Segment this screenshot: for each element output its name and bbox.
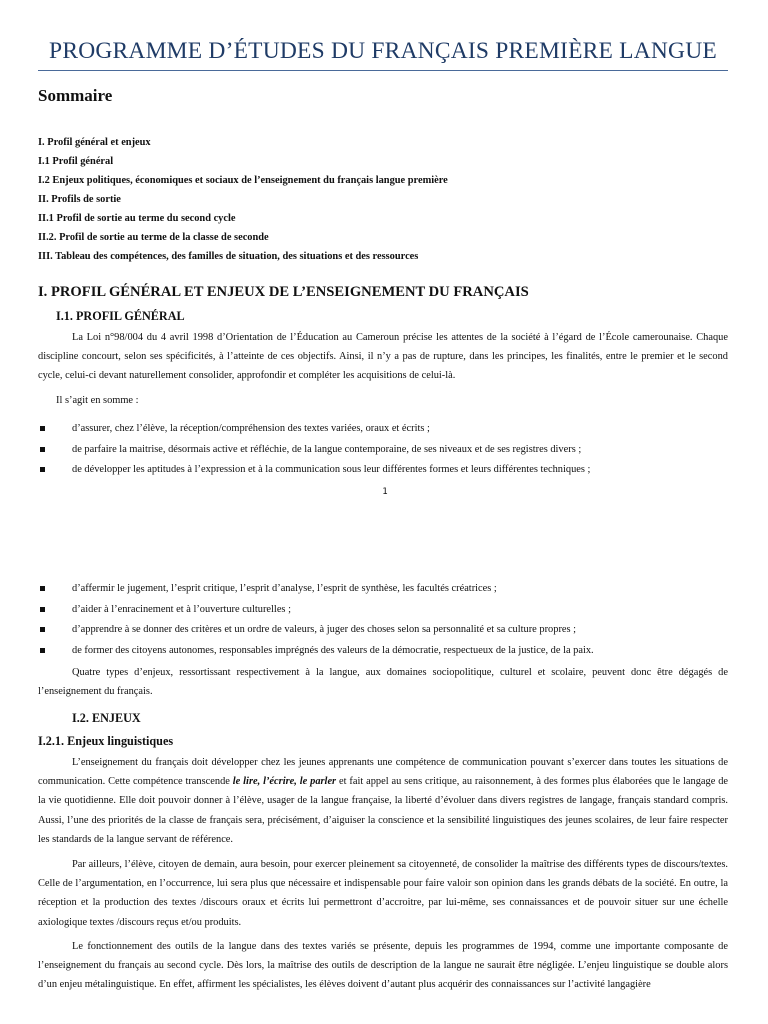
paragraph: [38, 937, 728, 995]
paragraph: [38, 855, 728, 932]
list-item: [38, 623, 738, 644]
bullet-list: [38, 422, 738, 484]
page-number: 1: [382, 487, 388, 497]
toc-entry[interactable]: II. Profils de sortie: [38, 194, 121, 205]
list-item: [38, 443, 738, 464]
paragraph-text: et fait appel au sens critique, au raisonnement, à des formes plus élaborées que le langage de la vie quotidienne. Elle doit pouvoir donner à l’élève, usager de la langue française, la liberté d’évoluer dans divers registres de langage, français standard compris. Aussi, l’une des priorités de la classe de français sera, précisément, d’aiguiser la conscience et la sensibilité linguistiques des jeunes scolaires, de leur faire respecter les standards de la langue servant de référence.: [38, 776, 729, 845]
toc-entry[interactable]: II.1 Profil de sortie au terme du second cycle: [38, 213, 236, 224]
list-item: [38, 422, 738, 443]
emphasis-text: le lire, l’écrire, le parler: [232, 776, 337, 788]
paragraph-text: La Loi n°98/004 du 4 avril 1998 d’Orientation de l’Éducation au Cameroun précise les attentes de la société à l’égard de l’École camerounaise. Chaque discipline concourt, selon ses spécificités, à l’atteinte de ces objectifs. Ainsi, il n’y a pas de rupture, dans les principes, les finalités, entre le premier et le second cycle, celui-ci devant naturellement consolider, approfondir et compléter les acquisitions de celui-là.: [38, 332, 728, 382]
list-item: [38, 644, 738, 665]
subsubsection-heading: I.2.1. Enjeux linguistiques: [38, 734, 174, 748]
list-item: [38, 582, 738, 603]
list-item: [38, 463, 738, 484]
bullet-icon: [40, 426, 45, 431]
paragraph-text: Quatre types d’enjeux, ressortissant respectivement à la langue, aux domaines sociopolitique, culturel et scolaire, peuvent donc être dégagés de l’enseignement du français.: [38, 667, 728, 698]
list-item-text: d’assurer, chez l’élève, la réception/compréhension des textes variées, oraux et écrits ;: [72, 423, 430, 434]
bullet-icon: [40, 648, 45, 653]
subsection-heading: I.1. PROFIL GÉNÉRAL: [56, 309, 185, 323]
toc-entry[interactable]: I.2 Enjeux politiques, économiques et sociaux de l’enseignement du français langue première: [38, 175, 448, 186]
bullet-list: [38, 582, 738, 664]
table-of-contents: [38, 136, 728, 269]
bullet-icon: [40, 627, 45, 632]
toc-entry[interactable]: II.2. Profil de sortie au terme de la classe de seconde: [38, 232, 269, 243]
paragraph-text: L’enseignement du français doit développer chez les jeunes apprenants une compétence de communication pouvant s’exercer dans toutes les situations de communication. Cette compétence transcende: [38, 757, 728, 788]
section-heading: I. PROFIL GÉNÉRAL ET ENJEUX DE L’ENSEIGNEMENT DU FRANÇAIS: [38, 284, 529, 300]
paragraph: [38, 663, 728, 701]
paragraph-text: Le fonctionnement des outils de la langue dans des textes variés se présente, depuis les programmes de 1994, comme une importante composante de l’enseignement du français au second cycle. Dès lors, la maîtrise des outils de description de la langue ne saurait être négligée. L’enjeu linguistique se double alors d’un enjeu métalinguistique. En effet, affirment les spécialistes, les élèves doivent d’autant plus acquérir des connaissances sur l’activité langagière: [38, 941, 728, 991]
list-item-text: d’aider à l’enracinement et à l’ouverture culturelles ;: [72, 603, 291, 615]
list-item-text: de parfaire la maitrise, désormais active et réfléchie, de la langue contemporaine, de ses niveaux et de ses registres divers ;: [72, 443, 582, 455]
list-item-text: de former des citoyens autonomes, responsables imprégnés des valeurs de la démocratie, respectueux de la justice, de la paix.: [72, 644, 594, 656]
document-title: PROGRAMME D’ÉTUDES DU FRANÇAIS PREMIÈRE LANGUE: [49, 38, 717, 64]
list-item-text: d’apprendre à se donner des critères et un ordre de valeurs, à juger des choses selon sa personnalité et sa culture propres ;: [72, 624, 577, 635]
paragraph: [38, 328, 728, 386]
paragraph-text: Par ailleurs, l’élève, citoyen de demain, aura besoin, pour exercer pleinement sa citoyenneté, de consolider la maîtrise des différents types de discours/textes. Celle de l’argumentation, en l’occurrence, lui sera plus que nécessaire et indispensable pour faire valoir son opinion dans les grands débats de la société. En outre, la réception et la production des textes /discours oraux et écrits lui permettront d’accroitre, par lui-même, ses connaissances et de pouvoir situer sur une échelle axiologique textes /discours reçus et/ou produits.: [38, 859, 728, 928]
list-item: [38, 603, 738, 624]
toc-entry[interactable]: I.1 Profil général: [38, 156, 114, 167]
sommaire-heading: Sommaire: [38, 86, 113, 105]
subsection-heading: I.2. ENJEUX: [72, 711, 141, 725]
paragraph-intro: Il s’agit en somme :: [56, 395, 139, 406]
toc-entry[interactable]: III. Tableau des compétences, des familles de situation, des situations et des ressources: [38, 251, 419, 262]
list-item-text: d’affermir le jugement, l’esprit critique, l’esprit d’analyse, l’esprit de synthèse, les facultés créatrices ;: [72, 583, 497, 594]
title-underline: [38, 70, 728, 71]
toc-entry[interactable]: I. Profil général et enjeux: [38, 137, 151, 148]
list-item-text: de développer les aptitudes à l’expression et à la communication sous leur différentes formes et leurs différentes techniques ;: [72, 464, 591, 475]
bullet-icon: [40, 607, 45, 612]
bullet-icon: [40, 447, 45, 452]
bullet-icon: [40, 586, 45, 591]
bullet-icon: [40, 467, 45, 472]
paragraph: [38, 753, 728, 849]
